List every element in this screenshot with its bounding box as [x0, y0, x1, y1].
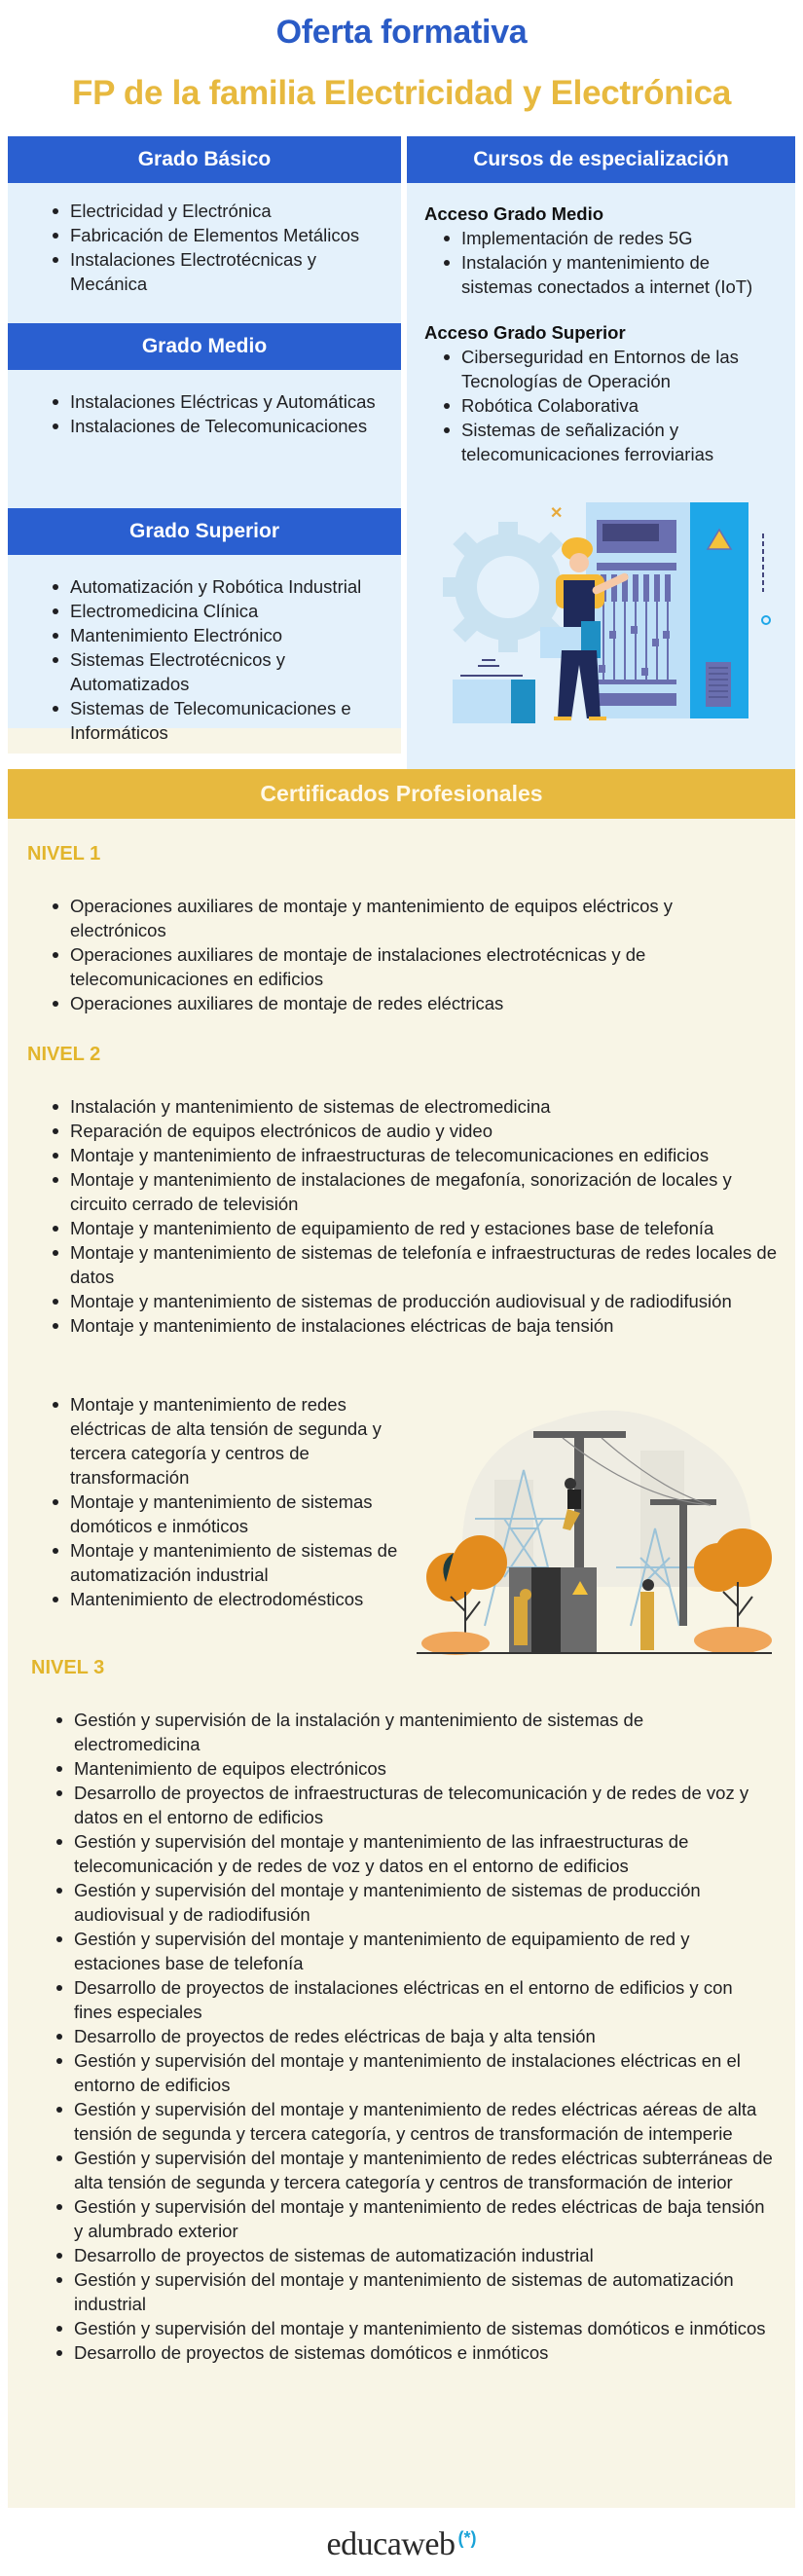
list-item: Automatización y Robótica Industrial — [49, 574, 387, 599]
grado-basico-header: Grado Básico — [8, 136, 401, 183]
list-item: Gestión y supervisión del montaje y mantenimiento de sistemas domóticos e inmóticos — [53, 2316, 773, 2340]
list-item: Montaje y mantenimiento de sistemas domóticos e inmóticos — [49, 1490, 419, 1538]
list-item: Montaje y mantenimiento de instalaciones eléctricas de baja tensión — [49, 1313, 788, 1338]
list-item: Electromedicina Clínica — [49, 599, 387, 623]
list-item: Desarrollo de proyectos de sistemas de automatización industrial — [53, 2243, 773, 2267]
certificados-header: Certificados Profesionales — [8, 769, 795, 819]
list-item: Ciberseguridad en Entornos de las Tecnologías de Operación — [440, 345, 785, 393]
list-item: Desarrollo de proyectos de sistemas domóticos e inmóticos — [53, 2340, 773, 2365]
list-item: Gestión y supervisión del montaje y mantenimiento de las infraestructuras de telecomunicación y de redes de voz y datos en el entorno de edificios — [53, 1829, 773, 1878]
list-item: Robótica Colaborativa — [440, 393, 785, 418]
nivel-2-title: NIVEL 2 — [27, 1044, 101, 1065]
electrician-panel-illustration — [425, 495, 776, 728]
list-item: Instalaciones de Telecomunicaciones — [49, 414, 387, 438]
list-item: Implementación de redes 5G — [440, 226, 785, 250]
nivel-3-list — [53, 1708, 773, 2365]
nivel-1-title: NIVEL 1 — [27, 843, 101, 865]
list-item: Montaje y mantenimiento de infraestructuras de telecomunicaciones en edificios — [49, 1143, 788, 1167]
list-item: Montaje y mantenimiento de redes eléctricas de alta tensión de segunda y tercera categoría y centros de transformación — [49, 1392, 419, 1490]
grado-superior-header: Grado Superior — [8, 508, 401, 555]
list-item: Reparación de equipos electrónicos de audio y video — [49, 1119, 788, 1143]
list-item: Gestión y supervisión del montaje y mantenimiento de instalaciones eléctricas en el entorno de edificios — [53, 2048, 773, 2097]
list-item: Instalación y mantenimiento de sistemas conectados a internet (IoT) — [440, 250, 785, 299]
nivel-3-title: NIVEL 3 — [31, 1657, 105, 1678]
list-item: Montaje y mantenimiento de sistemas de producción audiovisual y de radiodifusión — [49, 1289, 788, 1313]
list-item: Gestión y supervisión del montaje y mantenimiento de sistemas de producción audiovisual y de radiodifusión — [53, 1878, 773, 1927]
grado-basico-panel — [8, 183, 401, 323]
list-item: Instalaciones Eléctricas y Automáticas — [49, 389, 387, 414]
logo-text: educaweb — [326, 2526, 456, 2562]
certificados-section — [8, 769, 795, 2508]
list-item: Mantenimiento de electrodomésticos — [49, 1587, 419, 1611]
list-item: Mantenimiento Electrónico — [49, 623, 387, 647]
grado-superior-panel — [8, 555, 401, 743]
list-item: Fabricación de Elementos Metálicos — [49, 223, 387, 247]
especializacion-content — [407, 136, 795, 466]
grado-basico-list — [49, 199, 387, 296]
especializacion-header: Cursos de especialización — [407, 136, 795, 183]
x-mark-icon: ✕ — [550, 505, 564, 522]
list-item: Sistemas de señalización y telecomunicaciones ferroviarias — [440, 418, 785, 466]
list-item: Gestión y supervisión del montaje y mantenimiento de equipamiento de red y estaciones base de telefonía — [53, 1927, 773, 1975]
grado-medio-list — [49, 389, 387, 438]
asterisk-logo-icon: (*) — [457, 2528, 477, 2548]
list-item: Gestión y supervisión de la instalación y mantenimiento de sistemas de electromedicina — [53, 1708, 773, 1756]
list-item: Instalación y mantenimiento de sistemas de electromedicina — [49, 1094, 788, 1119]
list-item: Montaje y mantenimiento de sistemas de automatización industrial — [49, 1538, 419, 1587]
list-item: Desarrollo de proyectos de instalaciones eléctricas en el entorno de edificios y con fines especiales — [53, 1975, 773, 2024]
grado-medio-header: Grado Medio — [8, 323, 401, 370]
acceso-grado-medio-title: Acceso Grado Medio — [424, 203, 604, 224]
nivel-2-list-continued — [49, 1392, 419, 1611]
list-item: Gestión y supervisión del montaje y mantenimiento de redes eléctricas subterráneas de alta tensión de segunda y tercera categoría y centros de transformación de interior — [53, 2146, 773, 2194]
page-title: Oferta formativa — [275, 14, 528, 51]
list-item: Montaje y mantenimiento de instalaciones de megafonía, sonorización de locales y circuito cerrado de televisión — [49, 1167, 788, 1216]
grado-superior-list — [49, 574, 387, 745]
power-line-workers-illustration — [407, 1392, 782, 1655]
list-item: Desarrollo de proyectos de infraestructuras de telecomunicación y de redes de voz y datos en el entorno de edificios — [53, 1781, 773, 1829]
grado-medio-panel — [8, 370, 401, 508]
list-item: Gestión y supervisión del montaje y mantenimiento de sistemas de automatización industrial — [53, 2267, 773, 2316]
list-item: Gestión y supervisión del montaje y mantenimiento de redes eléctricas de baja tensión y alumbrado exterior — [53, 2194, 773, 2243]
list-item: Gestión y supervisión del montaje y mantenimiento de redes eléctricas aéreas de alta tensión de segunda y tercera categoría, y centros de transformación de intemperie — [53, 2097, 773, 2146]
acceso-grado-superior-list — [424, 345, 785, 466]
page-subtitle: FP de la familia Electricidad y Electrónica — [71, 74, 732, 112]
acceso-grado-medio-list — [424, 226, 785, 299]
acceso-grado-superior-title: Acceso Grado Superior — [424, 322, 626, 343]
list-item: Operaciones auxiliares de montaje de instalaciones electrotécnicas y de telecomunicaciones en edificios — [49, 942, 749, 991]
list-item: Desarrollo de proyectos de redes eléctricas de baja y alta tensión — [53, 2024, 773, 2048]
list-item: Instalaciones Electrotécnicas y Mecánica — [49, 247, 387, 296]
list-item: Mantenimiento de equipos electrónicos — [53, 1756, 773, 1781]
list-item: Sistemas Electrotécnicos y Automatizados — [49, 647, 387, 696]
nivel-1-list — [49, 894, 749, 1015]
list-item: Electricidad y Electrónica — [49, 199, 387, 223]
educaweb-logo[interactable] — [0, 2526, 803, 2563]
list-item: Sistemas de Telecomunicaciones e Informáticos — [49, 696, 387, 745]
nivel-2-list — [49, 1094, 788, 1338]
list-item: Montaje y mantenimiento de equipamiento de red y estaciones base de telefonía — [49, 1216, 788, 1240]
grados-column — [8, 136, 401, 754]
list-item: Montaje y mantenimiento de sistemas de telefonía e infraestructuras de redes locales de datos — [49, 1240, 788, 1289]
list-item: Operaciones auxiliares de montaje y mantenimiento de equipos eléctricos y electrónicos — [49, 894, 749, 942]
list-item: Operaciones auxiliares de montaje de redes eléctricas — [49, 991, 749, 1015]
